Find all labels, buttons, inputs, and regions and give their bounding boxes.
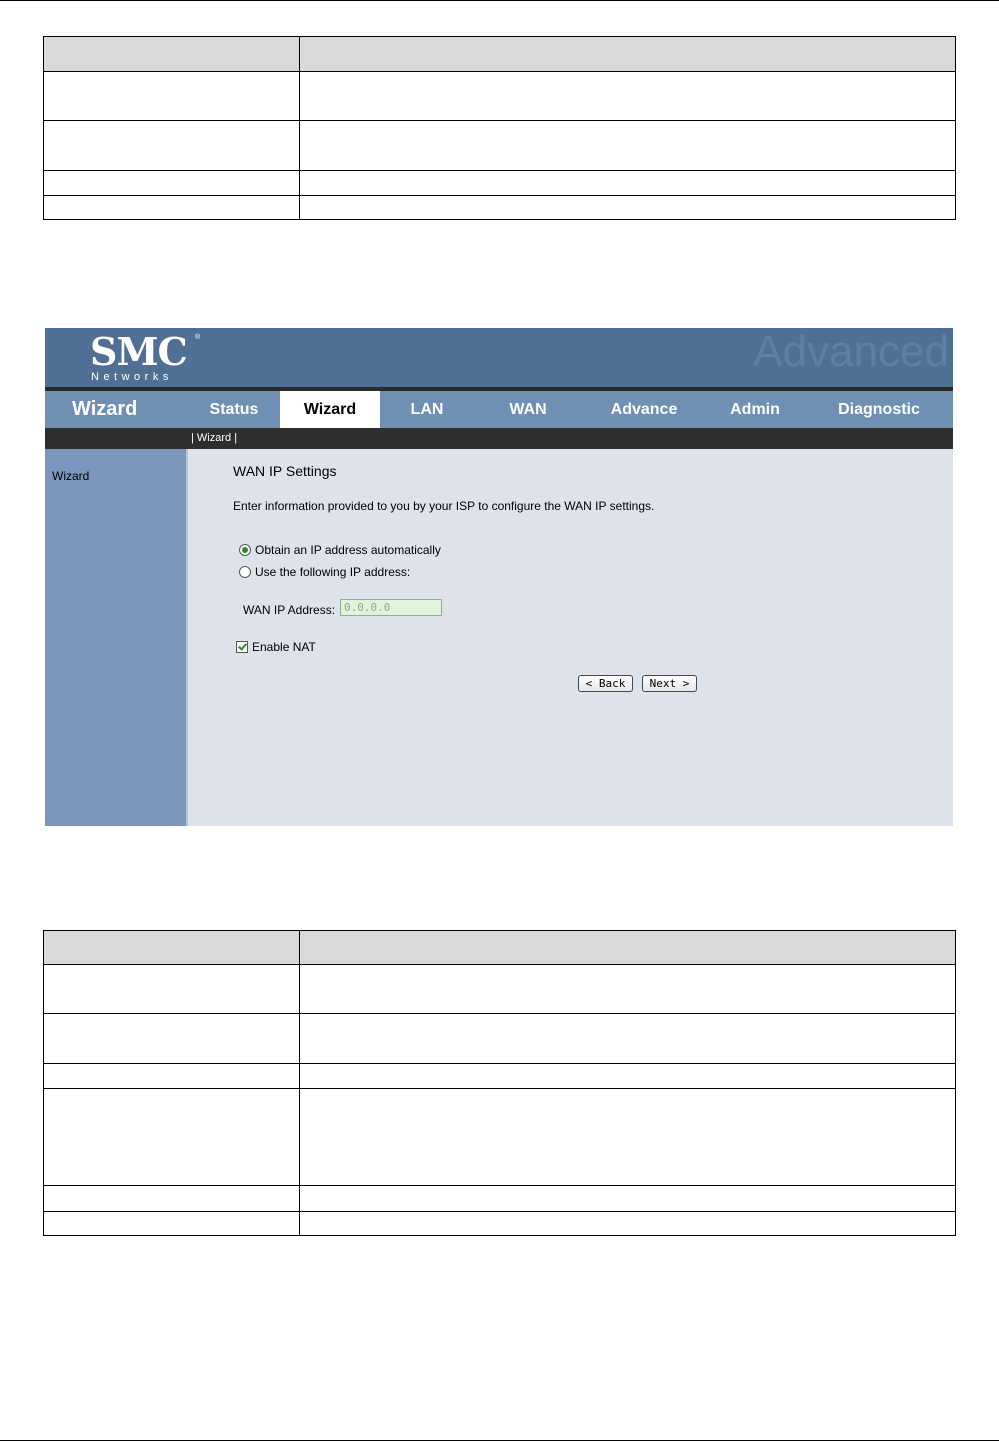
tab-diagnostic[interactable]: Diagnostic	[838, 401, 920, 418]
table-header-row	[44, 37, 956, 72]
radio-obtain-label: Obtain an IP address automatically	[255, 543, 441, 557]
table-cell	[300, 37, 956, 72]
sidebar	[45, 449, 186, 826]
table-cell	[300, 965, 956, 1014]
wan-ip-input[interactable]: 0.0.0.0	[340, 599, 442, 616]
table-cell	[300, 121, 956, 171]
sub-nav	[45, 428, 953, 449]
instruction-text: Enter information provided to you by your ISP to configure the WAN IP settings.	[233, 499, 655, 513]
table-cell	[300, 171, 956, 196]
next-button[interactable]: Next >	[642, 675, 697, 692]
table-header-row	[44, 931, 956, 965]
page-title: WAN IP Settings	[233, 463, 337, 479]
table-row	[44, 171, 956, 196]
tab-advance[interactable]: Advance	[610, 401, 678, 418]
table-cell	[300, 1064, 956, 1089]
table-cell	[44, 121, 300, 171]
table-row	[44, 121, 956, 171]
table-row	[44, 1186, 956, 1212]
nav-section-title: Wizard	[72, 398, 138, 420]
table-cell	[44, 171, 300, 196]
document-table-bottom	[43, 930, 956, 1236]
back-button[interactable]: < Back	[578, 675, 633, 692]
logo-subtitle: Networks	[91, 371, 173, 383]
wan-ip-label: WAN IP Address:	[243, 603, 336, 617]
table-cell	[300, 931, 956, 965]
table-cell	[44, 965, 300, 1014]
table-row	[44, 196, 956, 220]
radio-use-following[interactable]	[239, 565, 410, 579]
table-row	[44, 1089, 956, 1186]
table-cell	[300, 1186, 956, 1212]
page-bottom-rule	[0, 1440, 999, 1441]
table-cell	[44, 1186, 300, 1212]
table-cell	[44, 1064, 300, 1089]
enable-nat-label: Enable NAT	[252, 640, 316, 654]
radio-obtain-automatically[interactable]	[239, 543, 441, 557]
table-cell	[300, 1212, 956, 1236]
tab-status[interactable]: Status	[209, 401, 259, 418]
checkbox-checked-icon[interactable]	[236, 641, 248, 653]
table-cell	[44, 72, 300, 121]
table-cell	[44, 196, 300, 220]
table-cell	[44, 1014, 300, 1064]
sidebar-item-wizard[interactable]: Wizard	[52, 469, 90, 483]
enable-nat-row[interactable]	[236, 640, 316, 654]
table-row	[44, 965, 956, 1014]
table-cell	[300, 196, 956, 220]
table-cell	[300, 72, 956, 121]
table-cell	[44, 1212, 300, 1236]
radio-unselected-icon[interactable]	[239, 566, 251, 578]
mode-label: Advanced	[753, 327, 949, 376]
ui-header	[45, 328, 953, 387]
table-row	[44, 1064, 956, 1089]
table-cell	[300, 1089, 956, 1186]
router-ui-screenshot	[45, 328, 953, 826]
subnav-wizard-link[interactable]: | Wizard |	[191, 432, 238, 444]
table-row	[44, 1014, 956, 1064]
table-row	[44, 1212, 956, 1236]
table-cell	[300, 1014, 956, 1064]
radio-use-following-label: Use the following IP address:	[255, 565, 411, 579]
registered-mark: ®	[195, 334, 201, 341]
main-nav	[45, 391, 953, 428]
table-cell	[44, 931, 300, 965]
smc-logo: SMC	[90, 329, 187, 374]
tab-wizard[interactable]: Wizard	[280, 391, 380, 428]
tab-admin[interactable]: Admin	[730, 401, 780, 418]
document-table-top	[43, 36, 956, 220]
radio-selected-icon[interactable]	[239, 544, 251, 556]
table-cell	[44, 1089, 300, 1186]
tab-wan[interactable]: WAN	[509, 401, 547, 418]
tab-lan[interactable]: LAN	[410, 401, 444, 418]
table-row	[44, 72, 956, 121]
page-top-rule	[0, 0, 999, 1]
table-cell	[44, 37, 300, 72]
